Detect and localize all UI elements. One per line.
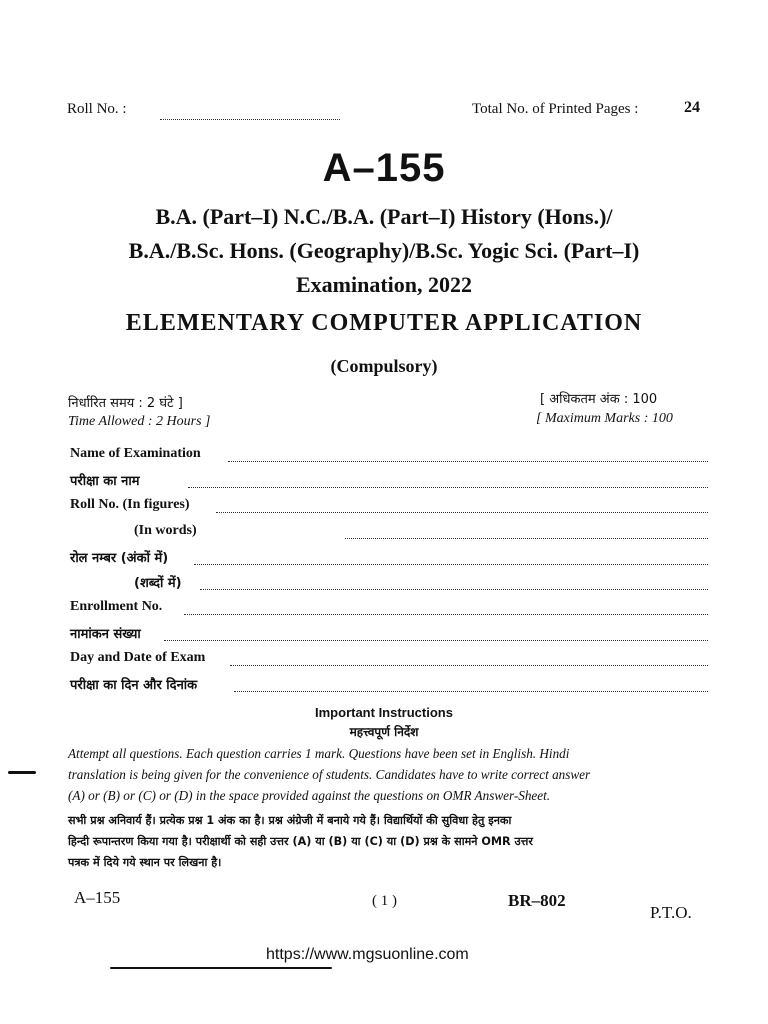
compulsory-label: (Compulsory): [330, 356, 438, 376]
field-name-of-examination-line[interactable]: [228, 461, 708, 462]
roll-no-dotted-line: [160, 119, 340, 120]
footer-pto: P.T.O.: [650, 903, 692, 922]
max-marks-english: [ Maximum Marks : 100: [536, 411, 673, 426]
instruction-hindi-line-2: हिन्दी रूपान्तरण किया गया है। परीक्षार्थी को सही उत्तर (A) या (B) या (C) या (D) प्रश्न के सामने OMR उत्तर: [68, 835, 533, 848]
field-roll-no-words-hindi-line[interactable]: [200, 589, 708, 590]
exam-line: Examination, 2022: [295, 272, 473, 297]
field-exam-name-hindi: परीक्षा का नाम: [70, 474, 140, 489]
time-allowed-english: Time Allowed : 2 Hours ]: [68, 414, 211, 429]
instruction-hindi-line-3: पत्रक में दिये गये स्थान पर लिखना है।: [68, 856, 222, 869]
footer-paper-code: A–155: [74, 888, 121, 907]
field-roll-no-figures-line[interactable]: [216, 512, 708, 513]
instruction-english-line-3: (A) or (B) or (C) or (D) in the space provided against the questions on OMR Answer-Sheet.: [68, 788, 551, 803]
instructions-heading: Important Instructions: [315, 705, 453, 720]
subject-title: ELEMENTARY COMPUTER APPLICATION: [125, 310, 643, 336]
field-roll-no-figures-hindi: रोल नम्बर (अंकों में): [70, 551, 169, 566]
max-marks-hindi: [ अधिकतम अंक : 100: [540, 392, 658, 407]
field-enrollment-no-line[interactable]: [184, 614, 708, 615]
instruction-english-line-2: translation is being given for the convenience of students. Candidates have to write correct answer: [68, 767, 591, 782]
field-roll-no-figures: Roll No. (In figures): [70, 497, 190, 512]
field-day-date-exam-line[interactable]: [230, 665, 708, 666]
instruction-english-line-1: Attempt all questions. Each question carries 1 mark. Questions have been set in English. Hindi: [68, 746, 570, 761]
printed-pages-label: Total No. of Printed Pages :: [472, 101, 639, 117]
footer-series-code: BR–802: [508, 891, 566, 910]
printed-pages-value: 24: [684, 99, 700, 116]
footer-page-number: ( 1 ): [372, 893, 397, 909]
course-line-1: B.A. (Part–I) N.C./B.A. (Part–I) History (Hons.)/: [155, 204, 613, 229]
course-line-2: B.A./B.Sc. Hons. (Geography)/B.Sc. Yogic Sci. (Part–I): [128, 238, 640, 263]
field-day-date-exam-hindi-line[interactable]: [234, 691, 708, 692]
field-roll-no-words-line[interactable]: [345, 538, 708, 539]
field-exam-name-hindi-line[interactable]: [188, 487, 708, 488]
field-roll-no-words: (In words): [134, 523, 197, 538]
field-roll-no-words-hindi: (शब्दों में): [134, 576, 182, 591]
time-allowed-hindi: निर्धारित समय : 2 घंटे ]: [68, 396, 183, 411]
field-day-date-exam-hindi: परीक्षा का दिन और दिनांक: [70, 678, 198, 693]
field-roll-no-figures-hindi-line[interactable]: [194, 564, 708, 565]
roll-no-label: Roll No. :: [67, 101, 127, 117]
field-name-of-examination: Name of Examination: [70, 446, 201, 461]
footer-underline: [110, 967, 332, 969]
scan-mark: [8, 771, 36, 774]
field-enrollment-no-hindi-line[interactable]: [164, 640, 708, 641]
field-enrollment-no-hindi: नामांकन संख्या: [70, 627, 141, 642]
paper-code: A–155: [322, 146, 446, 190]
field-day-date-exam: Day and Date of Exam: [70, 650, 206, 665]
instructions-heading-hindi: महत्त्वपूर्ण निर्देश: [349, 725, 419, 739]
field-enrollment-no: Enrollment No.: [70, 599, 163, 614]
footer-url[interactable]: https://www.mgsuonline.com: [266, 946, 469, 963]
instruction-hindi-line-1: सभी प्रश्न अनिवार्य हैं। प्रत्येक प्रश्न 1 अंक का है। प्रश्न अंग्रेजी में बनाये गये हैं। विद्यार्थियों की सुविधा हेतु इनका: [68, 814, 512, 827]
